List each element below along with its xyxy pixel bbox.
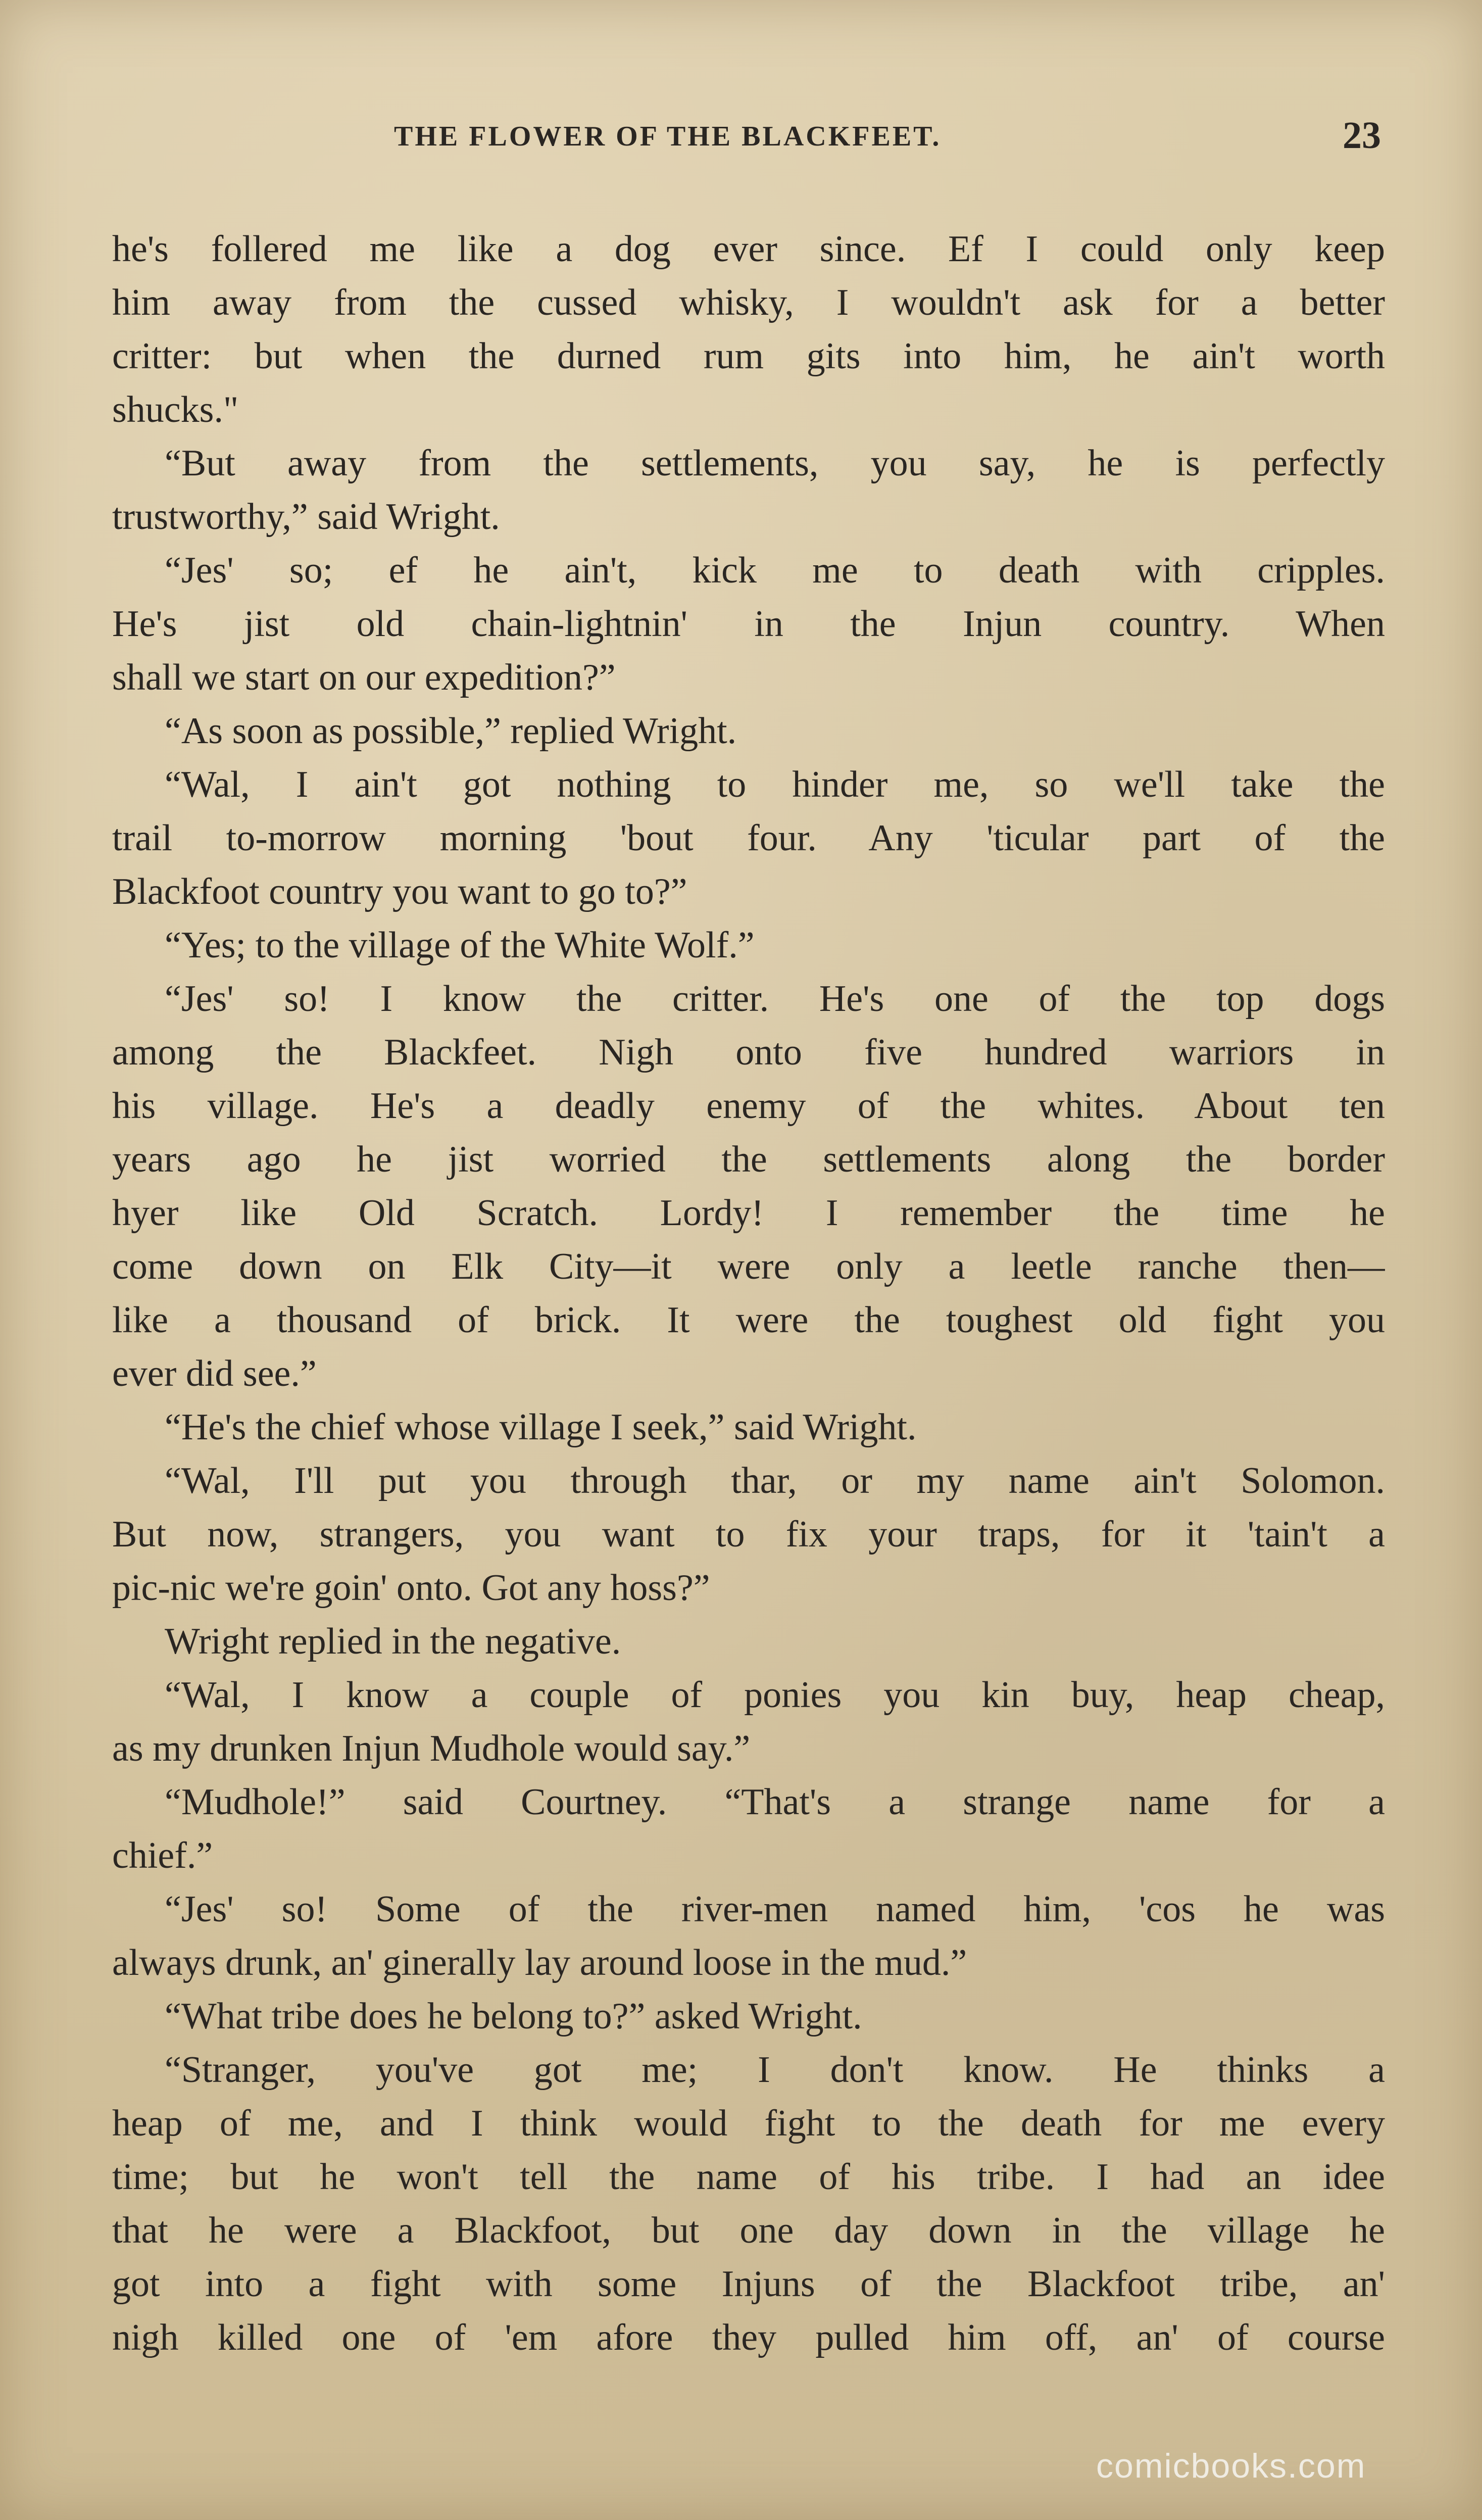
text-line: nigh killed one of 'em afore they pulled him off, an' of course (112, 2317, 1385, 2358)
text-line: as my drunken Injun Mudhole would say.” (112, 1728, 751, 1769)
text-line: “Jes' so; ef he ain't, kick me to death with cripples. (165, 550, 1385, 591)
text-line: “Stranger, you've got me; I don't know. He thinks a (165, 2049, 1385, 2091)
text-line: chief.” (112, 1835, 213, 1876)
text-line: “But away from the settlements, you say, he is perfectly (165, 443, 1385, 484)
text-line: hyer like Old Scratch. Lordy! I remember the time he (112, 1192, 1385, 1234)
text-line: shucks." (112, 389, 239, 430)
text-line: among the Blackfeet. Nigh onto five hundred warriors in (112, 1032, 1385, 1073)
text-line: come down on Elk City—it were only a leetle ranche then— (112, 1246, 1385, 1287)
text-line: always drunk, an' ginerally lay around loose in the mud.” (112, 1942, 967, 1983)
text-line: “Wal, I know a couple of ponies you kin buy, heap cheap, (165, 1674, 1385, 1716)
text-line: He's jist old chain-lightnin' in the Injun country. When (112, 603, 1385, 645)
running-title: THE FLOWER OF THE BLACKFEET. (394, 121, 942, 152)
text-line: “What tribe does he belong to?” asked Wright. (165, 1996, 862, 2037)
text-line: he's follered me like a dog ever since. Ef I could only keep (112, 228, 1385, 270)
text-line: his village. He's a deadly enemy of the whites. About ten (112, 1085, 1385, 1127)
text-line: shall we start on our expedition?” (112, 657, 616, 698)
text-line: heap of me, and I think would fight to the death for me every (112, 2103, 1385, 2144)
text-line: pic-nic we're goin' onto. Got any hoss?” (112, 1567, 710, 1609)
text-line: “Wal, I ain't got nothing to hinder me, so we'll take the (165, 764, 1385, 805)
body-text (112, 222, 1385, 2364)
text-line: that he were a Blackfoot, but one day down in the village he (112, 2210, 1385, 2251)
text-line: “Wal, I'll put you through thar, or my name ain't Solomon. (165, 1460, 1385, 1501)
text-line: years ago he jist worried the settlements along the border (112, 1139, 1385, 1180)
text-line: “He's the chief whose village I seek,” said Wright. (165, 1407, 917, 1448)
text-line: critter: but when the durned rum gits into him, he ain't worth (112, 335, 1385, 377)
text-line: “Jes' so! Some of the river-men named him, 'cos he was (165, 1888, 1385, 1930)
text-line: “As soon as possible,” replied Wright. (165, 710, 737, 752)
text-line: trustworthy,” said Wright. (112, 496, 500, 538)
text-line: like a thousand of brick. It were the toughest old fight you (112, 1299, 1385, 1341)
text-line: “Jes' so! I know the critter. He's one of the top dogs (165, 978, 1385, 1020)
text-line: Wright replied in the negative. (165, 1621, 621, 1662)
text-line: ever did see.” (112, 1353, 317, 1394)
text-line: time; but he won't tell the name of his tribe. I had an idee (112, 2156, 1385, 2198)
text-line: “Mudhole!” said Courtney. “That's a strange name for a (165, 1781, 1385, 1823)
text-line: trail to-morrow morning 'bout four. Any 'ticular part of the (112, 817, 1385, 859)
text-line: Blackfoot country you want to go to?” (112, 871, 687, 912)
text-line: him away from the cussed whisky, I wouldn't ask for a better (112, 282, 1385, 323)
site-watermark: comicbooks.com (1096, 2447, 1366, 2485)
text-line: But now, strangers, you want to fix your traps, for it 'tain't a (112, 1514, 1385, 1555)
text-line: “Yes; to the village of the White Wolf.” (165, 925, 755, 966)
text-line: got into a fight with some Injuns of the Blackfoot tribe, an' (112, 2263, 1385, 2305)
page-number: 23 (1343, 114, 1381, 157)
